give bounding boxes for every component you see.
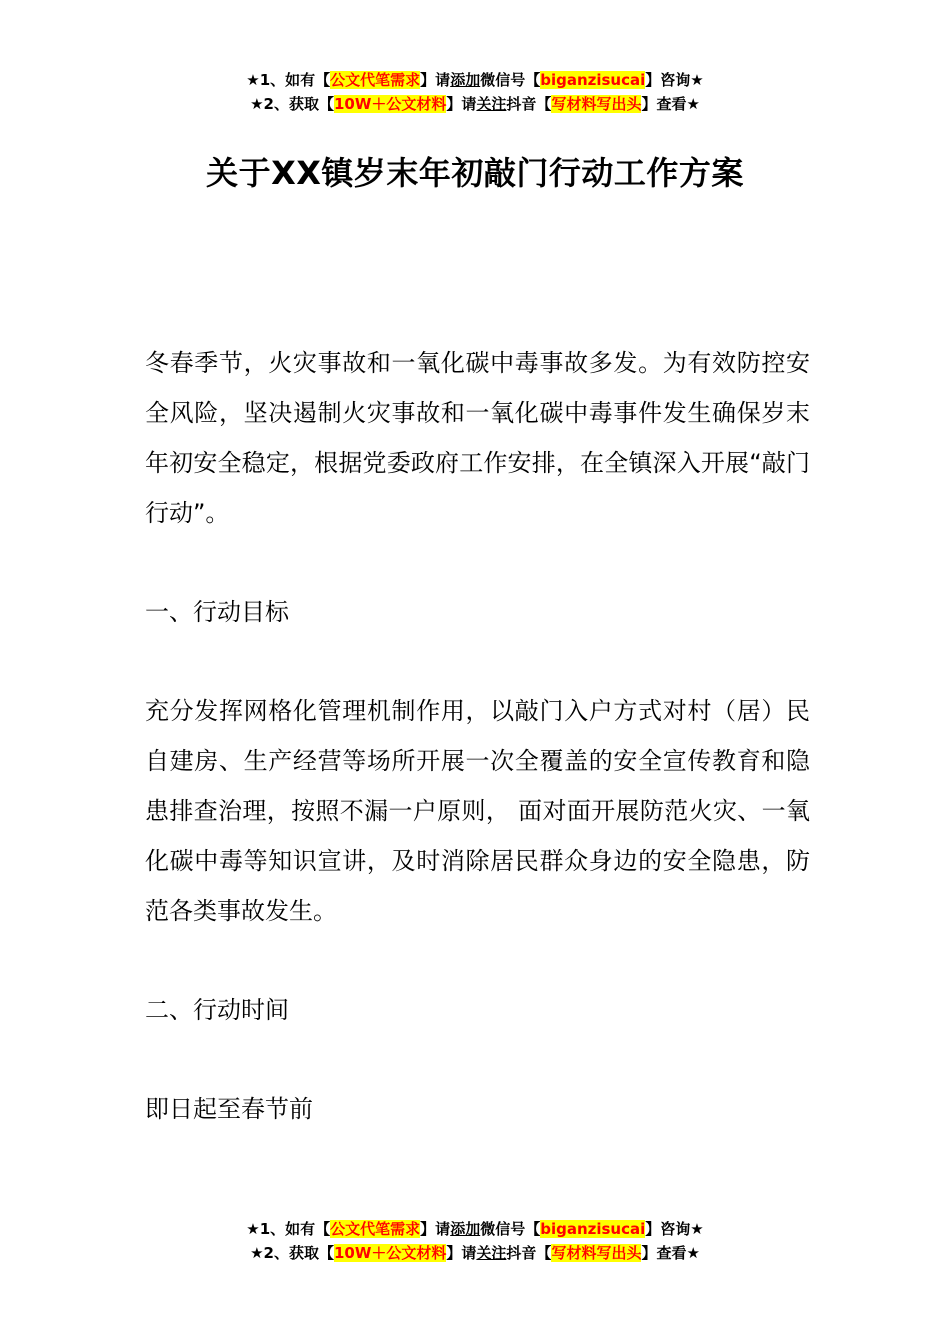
highlight-wechat-id: biganzisucai (540, 1220, 646, 1238)
promo-header (0, 68, 950, 116)
highlight-materials: 10W＋公文材料 (333, 95, 447, 113)
promo-line-1: ★1、如有【公文代笔需求】请添加微信号【biganzisucai】咨询★ (246, 71, 704, 89)
highlight-writing-service: 公文代笔需求 (330, 1220, 421, 1238)
highlight-douyin-account: 写材料写出头 (551, 1244, 642, 1262)
paragraph-goals: 充分发挥网格化管理机制作用，以敲门入户方式对村（居）民自建房、生产经营等场所开展一次全覆盖的安全宣传教育和隐患排查治理，按照不漏一户原则， 面对面开展防范火灾、一氧化碳中毒等知识宣讲，及时消除居民群众身边的安全隐患，防范各类事故发生。 (145, 697, 810, 925)
document-title: 关于XX镇岁末年初敲门行动工作方案 (206, 154, 744, 192)
paragraph-time: 即日起至春节前 (145, 1095, 313, 1123)
promo-line-2: ★2、获取【10W＋公文材料】请关注抖音【写材料写出头】查看★ (250, 95, 700, 113)
section-heading-goals: 一、行动目标 (145, 598, 289, 626)
highlight-douyin-account: 写材料写出头 (551, 95, 642, 113)
highlight-materials: 10W＋公文材料 (333, 1244, 447, 1262)
paragraph-intro: 冬春季节，火灾事故和一氧化碳中毒事故多发。为有效防控安全风险，坚决遏制火灾事故和一氧化碳中毒事件发生确保岁末年初安全稳定，根据党委政府工作安排，在全镇深入开展“敲门行动”。 (145, 349, 810, 527)
section-heading-time: 二、行动时间 (145, 996, 289, 1024)
promo-line-1: ★1、如有【公文代笔需求】请添加微信号【biganzisucai】咨询★ (246, 1220, 704, 1238)
highlight-wechat-id: biganzisucai (540, 71, 646, 89)
promo-line-2: ★2、获取【10W＋公文材料】请关注抖音【写材料写出头】查看★ (250, 1244, 700, 1262)
highlight-writing-service: 公文代笔需求 (330, 71, 421, 89)
promo-footer (0, 1217, 950, 1265)
